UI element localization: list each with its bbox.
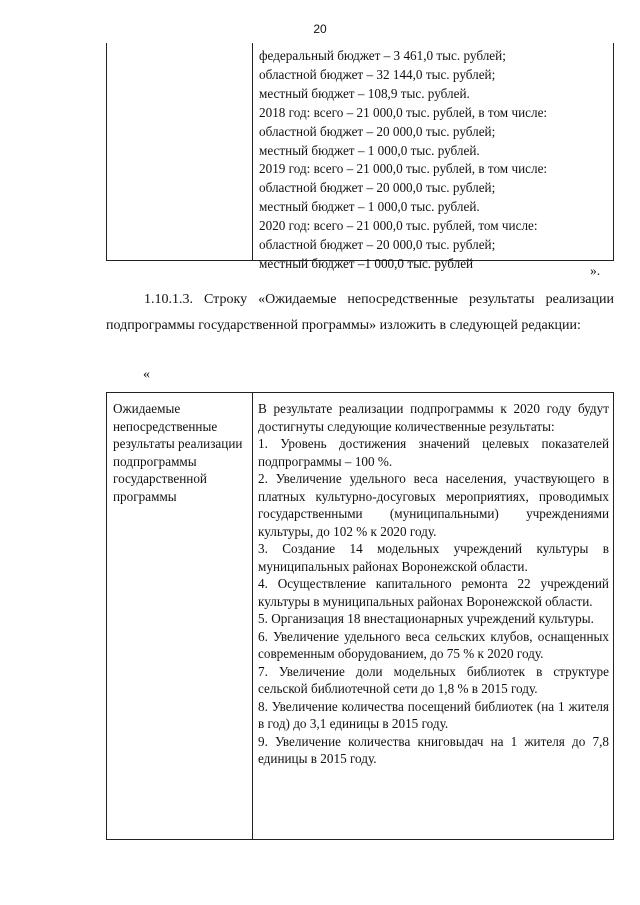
result-item: 1. Уровень достижения значений целевых показателей подпрограммы – 100 %. — [258, 436, 609, 469]
row-label: Ожидаемые непосредственные результаты реализации подпрограммы государственной программы — [113, 401, 243, 504]
opening-quote: « — [143, 367, 150, 382]
financing-table-continuation — [106, 43, 614, 271]
financing-line: местный бюджет – 1 000,0 тыс. рублей. — [259, 199, 480, 215]
financing-line: 2018 год: всего – 21 000,0 тыс. рублей, в том числе: — [259, 104, 548, 120]
results-content — [258, 400, 609, 768]
page-number: 20 — [313, 22, 327, 36]
expected-results-table — [106, 392, 614, 840]
result-item: 4. Осуществление капитального ремонта 22 учреждений культуры в муниципальных районах Воронежской области. — [258, 576, 609, 609]
financing-line: 2020 год: всего – 21 000,0 тыс. рублей, том числе: — [259, 218, 538, 234]
result-item: 6. Увеличение удельного веса сельских клубов, оснащенных современным оборудованием, до 75 % к 2020 году. — [258, 628, 609, 661]
financing-line: местный бюджет – 108,9 тыс. рублей. — [259, 85, 470, 101]
result-item: 2. Увеличение удельного веса населения, участвующего в платных культурно-досуговых мероприятиях, проводимых государственными (муниципальными) учреждениями культуры, до 102 % к 2020 году. — [258, 471, 609, 539]
amendment-paragraph: 1.10.1.3. Строку «Ожидаемые непосредственные результаты реализации подпрограммы государственной программы» изложить в следующей редакции: — [106, 292, 614, 333]
financing-line: местный бюджет – 1 000,0 тыс. рублей. — [259, 142, 480, 158]
results-intro: В результате реализации подпрограммы к 2020 году будут достигнуты следующие количественные результаты: — [258, 401, 609, 434]
closing-quote: ». — [590, 263, 601, 278]
financing-line: областной бюджет – 32 144,0 тыс. рублей; — [259, 66, 496, 82]
result-item: 7. Увеличение доли модельных библиотек в структуре сельской библиотечной сети до 1,8 % в 2015 году. — [258, 663, 609, 696]
financing-line: местный бюджет –1 000,0 тыс. рублей — [259, 255, 474, 271]
result-item: 8. Увеличение количества посещений библиотек (на 1 жителя в год) до 3,1 единицы в 2015 году. — [258, 698, 609, 731]
result-item: 3. Создание 14 модельных учреждений культуры в муниципальных районах Воронежской области. — [258, 541, 609, 574]
financing-line: областной бюджет – 20 000,0 тыс. рублей; — [259, 123, 496, 139]
financing-lines — [259, 47, 611, 274]
column-divider — [252, 393, 253, 839]
column-divider — [252, 43, 253, 260]
financing-line: 2019 год: всего – 21 000,0 тыс. рублей, в том числе: — [259, 161, 548, 177]
financing-line: федеральный бюджет – 3 461,0 тыс. рублей; — [259, 48, 506, 63]
result-item: 9. Увеличение количества книговыдач на 1 жителя до 7,8 единицы в 2015 году. — [258, 733, 609, 766]
result-item: 5. Организация 18 внестационарных учреждений культуры. — [258, 611, 594, 626]
financing-line: областной бюджет – 20 000,0 тыс. рублей; — [259, 180, 496, 196]
financing-line: областной бюджет – 20 000,0 тыс. рублей; — [259, 237, 496, 253]
